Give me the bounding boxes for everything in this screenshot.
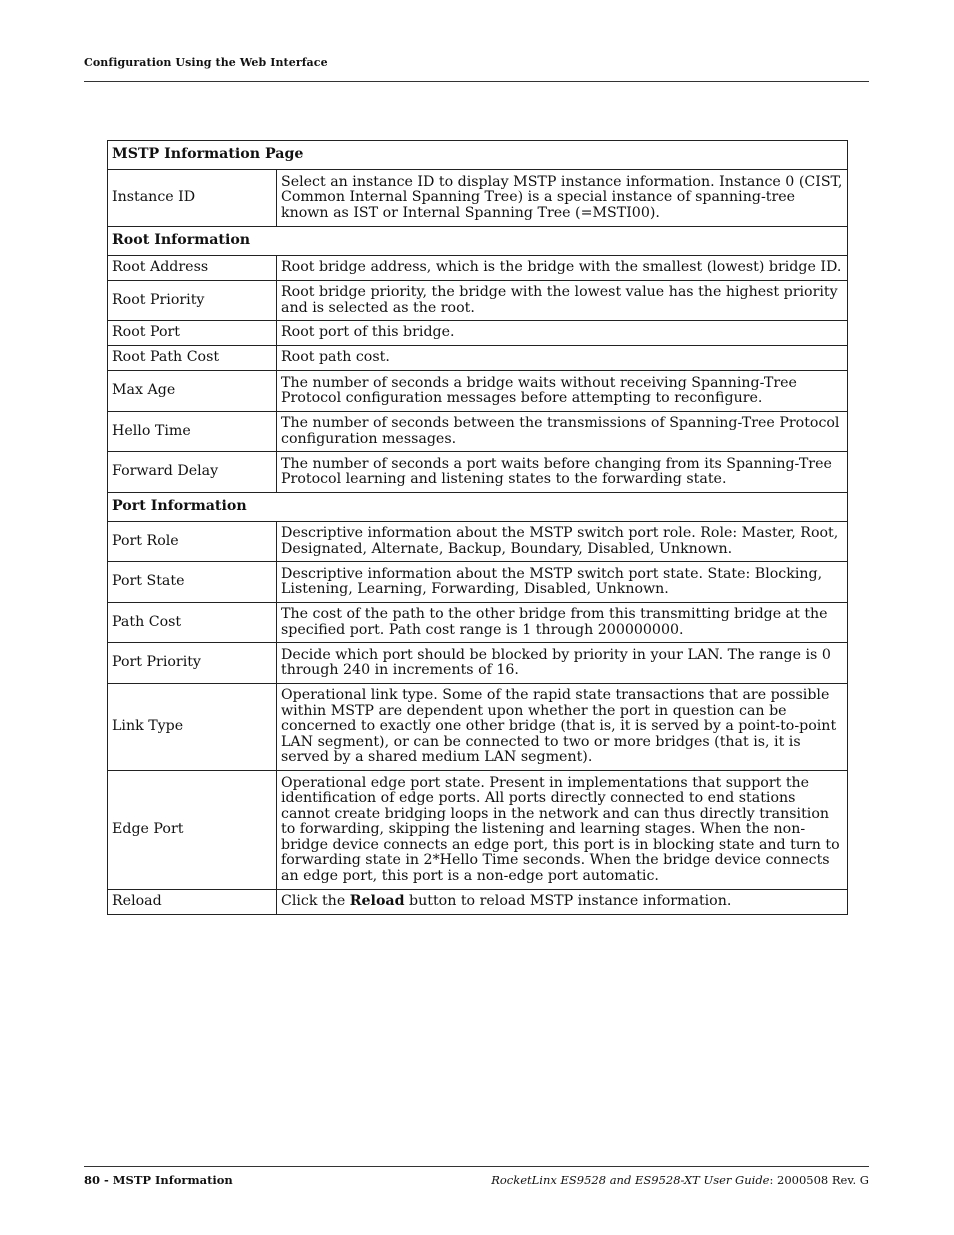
row-description: Root path cost. [277,346,848,371]
table-row [108,522,848,562]
row-description: Decide which port should be blocked by priority in your LAN. The range is 0 through 240 in increments of 16. [277,643,848,684]
reload-desc-suffix: button to reload MSTP instance information. [404,893,732,910]
table-row [108,603,848,643]
section-row-root [108,227,848,256]
row-label: Root Port [108,321,277,346]
table-row [108,346,848,371]
table-row [108,321,848,346]
row-description: The number of seconds a port waits before changing from its Spanning-Tree Protocol learning and listening states to the forwarding state. [277,452,848,493]
row-label: Instance ID [108,170,277,227]
row-label: Port Role [108,522,277,562]
reload-button-reference: Reload [349,893,405,910]
row-description: Root bridge address, which is the bridge with the smallest (lowest) bridge ID. [277,256,848,281]
table-row [108,562,848,603]
row-label: Root Address [108,256,277,281]
row-description: The number of seconds a bridge waits without receiving Spanning-Tree Protocol configuration messages before attempting to reconfigure. [277,371,848,412]
row-label: Link Type [108,684,277,771]
section-title-port: Port Information [108,493,848,522]
row-label: Root Path Cost [108,346,277,371]
row-label: Port State [108,562,277,603]
row-description: Descriptive information about the MSTP switch port role. Role: Master, Root, Designated, Alternate, Backup, Boundary, Disabled, Unknown. [277,522,848,562]
row-label: Max Age [108,371,277,412]
row-description: Root bridge priority, the bridge with the lowest value has the highest priority and is selected as the root. [277,281,848,321]
row-description: The number of seconds between the transmissions of Spanning-Tree Protocol configuration messages. [277,412,848,452]
footer-doc-number: : 2000508 Rev. G [769,1173,869,1187]
mstp-information-table [107,140,848,915]
table-row [108,643,848,684]
table-row [108,771,848,890]
footer-guide-name: RocketLinx ES9528 and ES9528-XT User Guide [491,1173,770,1187]
table-row [108,684,848,771]
header-rule [84,81,869,82]
row-label: Path Cost [108,603,277,643]
footer-page-label: 80 - MSTP Information [84,1173,233,1187]
table-title-row [108,141,848,170]
row-description [277,890,848,915]
table-row [108,281,848,321]
row-description: Descriptive information about the MSTP switch port state. State: Blocking, Listening, Learning, Forwarding, Disabled, Unknown. [277,562,848,603]
running-header: Configuration Using the Web Interface [84,56,328,69]
table-row [108,371,848,412]
table-row [108,256,848,281]
section-title-root: Root Information [108,227,848,256]
table-row [108,452,848,493]
row-description: Root port of this bridge. [277,321,848,346]
footer-guide-title [491,1173,869,1187]
row-label: Reload [108,890,277,915]
row-label: Hello Time [108,412,277,452]
table-row [108,170,848,227]
row-description: Operational edge port state. Present in implementations that support the identification of edge ports. All ports directly connected to end stations cannot create bridging loops in the network and can thus directly transition to forwarding, skipping the listening and learning stages. When the non-bridge device connects an edge port, this port is in blocking state and turn to forwarding state in 2*Hello Time seconds. When the bridge device connects an edge port, this port is a non-edge port automatic. [277,771,848,890]
row-label: Root Priority [108,281,277,321]
table-row [108,412,848,452]
row-description: The cost of the path to the other bridge from this transmitting bridge at the specified port. Path cost range is 1 through 200000000. [277,603,848,643]
section-row-port [108,493,848,522]
footer-rule [84,1166,869,1167]
reload-desc-prefix: Click the [281,893,350,910]
row-label: Port Priority [108,643,277,684]
row-description: Operational link type. Some of the rapid state transactions that are possible within MSTP are dependent upon whether the port in question can be concerned to exactly one other bridge (that is, it is served by a point-to-point LAN segment), or can be connected to two or more bridges (that is, it is served by a shared medium LAN segment). [277,684,848,771]
table-row-reload [108,890,848,915]
row-description: Select an instance ID to display MSTP instance information. Instance 0 (CIST, Common Internal Spanning Tree) is a special instance of spanning-tree known as IST or Internal Spanning Tree (=MSTI00). [277,170,848,227]
row-label: Edge Port [108,771,277,890]
row-label: Forward Delay [108,452,277,493]
table-title: MSTP Information Page [108,141,848,170]
